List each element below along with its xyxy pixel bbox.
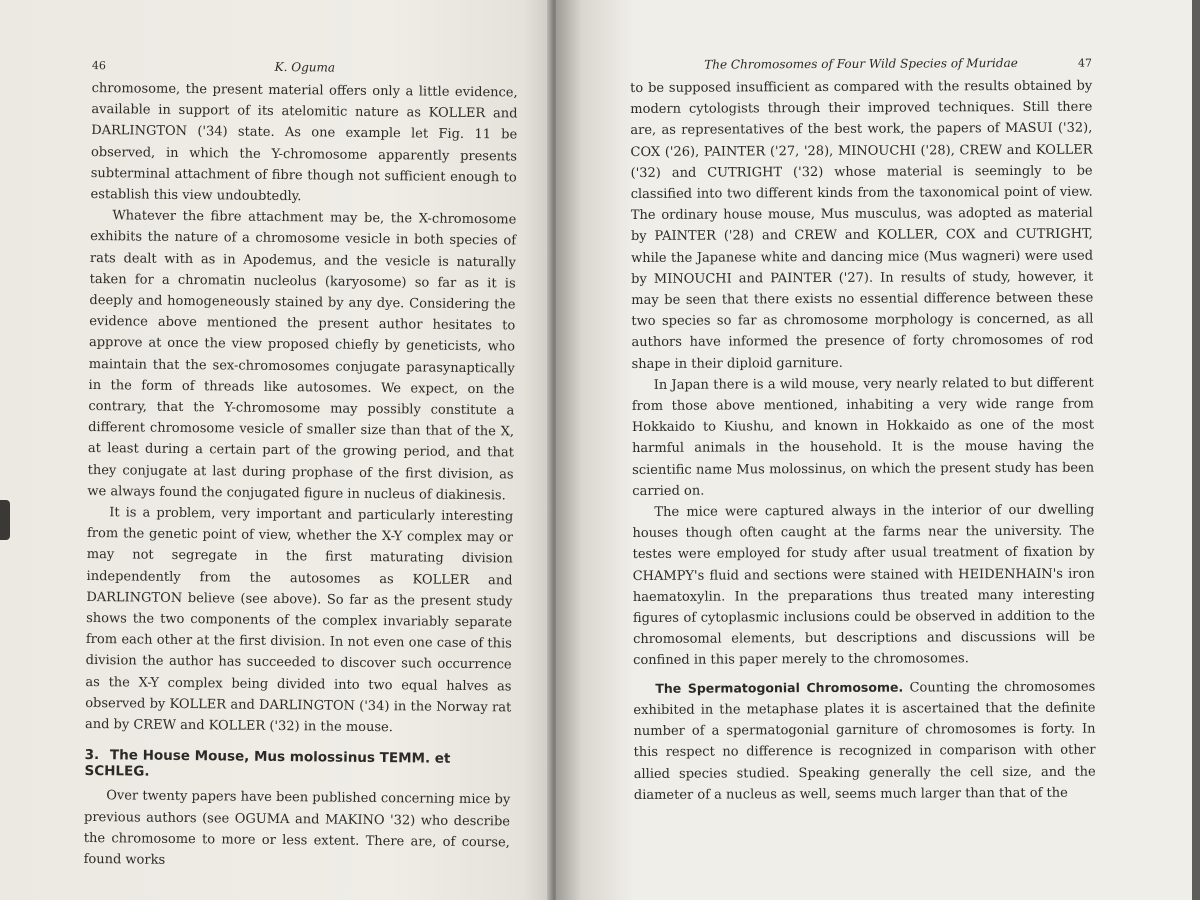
paragraph: chromosome, the present material offers only a little evidence, available in support of its atelomitic nature as KOLLER and DARLINGTON ('34) state. As one example let Fig. 11 be observed, in which the Y-chromosome apparently presents subterminal attachment of fibre though not sufficient enough to establish this view undoubtedly. (90, 80, 518, 205)
binder-clip (0, 500, 10, 540)
section-title: The House Mouse, Mus molossinus TEMM. et SCHLEG. (84, 747, 451, 780)
paragraph: It is a problem, very important and particularly interesting from the genetic point of view, whether the X-Y complex may or may not segregate in the first maturating division independently from the autosomes as KOLLER and DARLINGTON believe (see above). So far as the present study shows the two components of the complex invariably separate from each other at the first division. In not even one case of this division the author has succeeded to discover such occurrence as the X-Y complex being divided into two equal halves as observed by KOLLER and DARLINGTON ('34) in the Norway rat and by CREW and KOLLER ('32) in the mouse. (84, 505, 514, 736)
right-body-text (630, 76, 1096, 806)
left-page (0, 0, 556, 900)
left-page-header (92, 58, 518, 76)
left-body-text (85, 78, 518, 740)
right-page (556, 0, 1200, 900)
section-number: 3. (84, 747, 100, 764)
left-page-number: 46 (91, 58, 106, 73)
paragraph-text: Counting the chromosomes exhibited in the metaphase plates it is ascertained that the definite number of a spermatogonial garniture of chromosomes is forty. In this respect no difference is recognized in comparison with other allied species studied. Speaking generally the cell size, and the diameter of a nucleus as well, seems much larger than that of the (633, 679, 1096, 803)
section-heading (84, 747, 510, 783)
paragraph: Whatever the fibre attachment may be, the X-chromosome exhibits the nature of a chromosome vesicle in both species of rats dealt with as in Apodemus, and the vesicle is naturally taken for a chromatin nucleolus (karyosome) so far as it is deeply and homogeneously stained by any dye. Considering the evidence above mentioned the present author hesitates to approve at once the view proposed chiefly by geneticists, who maintain that the sex-chromosomes conjugate parasynaptically in the form of threads like autosomes. We expect, on the contrary, that the Y-chromosome may possibly constitute a different chromosome vesicle of smaller size than that of the X, at least during a certain part of the growing period, and that they conjugate at last during prophase of the first division, as we always found the conjugated figure in nucleus of diakinesis. (87, 208, 517, 504)
right-running-head: The Chromosomes of Four Wild Species of Muridae (704, 55, 1018, 72)
right-page-number: 47 (1077, 56, 1093, 70)
paragraph: Over twenty papers have been published concerning mice by previous authors (see OGUMA and MAKINO '32) who describe the chromosome to more or less extent. There are, of course, found works (83, 788, 511, 868)
left-body-text-after-heading (83, 785, 510, 874)
left-page-content (83, 58, 517, 875)
right-page-content (630, 56, 1096, 806)
paragraph (633, 675, 1096, 806)
side-heading: The Spermatogonial Chromosome. (655, 679, 904, 696)
right-page-header (630, 56, 1092, 72)
paragraph: In Japan there is a wild mouse, very nearly related to but different from those above mentioned, inhabiting a very wide range from Hokkaido to Kiushu, and known in Hokkaido as one of the most harmful animals in the household. It is the mouse having the scientific name Mus molossinus, on which the present study has been carried on. (631, 375, 1095, 499)
paragraph: to be supposed insufficient as compared with the results obtained by modern cytologists through their improved techniques. Still there are, as representatives of the best work, the papers of MASUI ('32), COX ('26), PAINTER ('27, '28), MINOUCHI ('28), CREW and KOLLER ('32) and CUTRIGHT ('32) whose material is seemingly to be classified into two different kinds from the taxonomical point of view. The ordinary house mouse, Mus musculus, was adopted as material by PAINTER ('28) and CREW and KOLLER, COX and CUTRIGHT, while the Japanese white and dancing mice (Mus wagneri) were used by MINOUCHI and PAINTER ('27). In results of study, however, it may be seen that there exists no essential difference between these two species so far as chromosome morphology is concerned, as all authors have informed the presence of forty chromosomes of rod shape in their diploid garniture. (630, 78, 1094, 372)
paragraph: The mice were captured always in the interior of our dwelling houses though often caught at the farms near the university. The testes were employed for study after usual treatment of fixation by CHAMPY's fluid and sections were stained with HEIDENHAIN's iron haematoxylin. In the preparations thus treated many interesting figures of cytoplasmic inclusions could be observed in addition to the chromosomal elements, but descriptions and discussions will be confined in this paper merely to the chromosomes. (632, 502, 1096, 669)
left-running-head: K. Oguma (274, 59, 336, 75)
desk-edge (1192, 0, 1200, 900)
